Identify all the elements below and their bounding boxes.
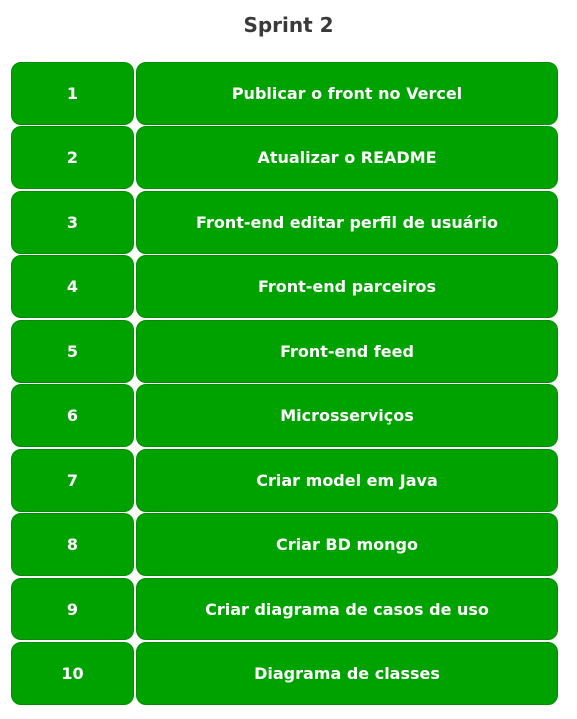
page-title: Sprint 2 [243, 13, 334, 37]
task-name: Diagrama de classes [136, 642, 558, 705]
task-number: 6 [11, 384, 134, 447]
table-row [11, 642, 558, 705]
table-row [11, 384, 558, 447]
task-name: Criar model em Java [136, 449, 558, 512]
task-name: Publicar o front no Vercel [136, 62, 558, 125]
task-number: 2 [11, 126, 134, 189]
task-number: 1 [11, 62, 134, 125]
table-row [11, 513, 558, 576]
task-number: 5 [11, 320, 134, 383]
task-name: Criar diagrama de casos de uso [136, 578, 558, 641]
table-row [11, 255, 558, 318]
table-row [11, 62, 558, 125]
task-number: 3 [11, 191, 134, 254]
table-row [11, 449, 558, 512]
task-table [11, 62, 558, 707]
task-number: 10 [11, 642, 134, 705]
task-name: Criar BD mongo [136, 513, 558, 576]
table-row [11, 191, 558, 254]
task-name: Front-end parceiros [136, 255, 558, 318]
task-number: 4 [11, 255, 134, 318]
table-row [11, 320, 558, 383]
task-name: Atualizar o README [136, 126, 558, 189]
table-row [11, 126, 558, 189]
task-number: 9 [11, 578, 134, 641]
task-name: Front-end editar perfil de usuário [136, 191, 558, 254]
task-number: 7 [11, 449, 134, 512]
table-row [11, 578, 558, 641]
task-name: Microsserviços [136, 384, 558, 447]
task-name: Front-end feed [136, 320, 558, 383]
task-number: 8 [11, 513, 134, 576]
